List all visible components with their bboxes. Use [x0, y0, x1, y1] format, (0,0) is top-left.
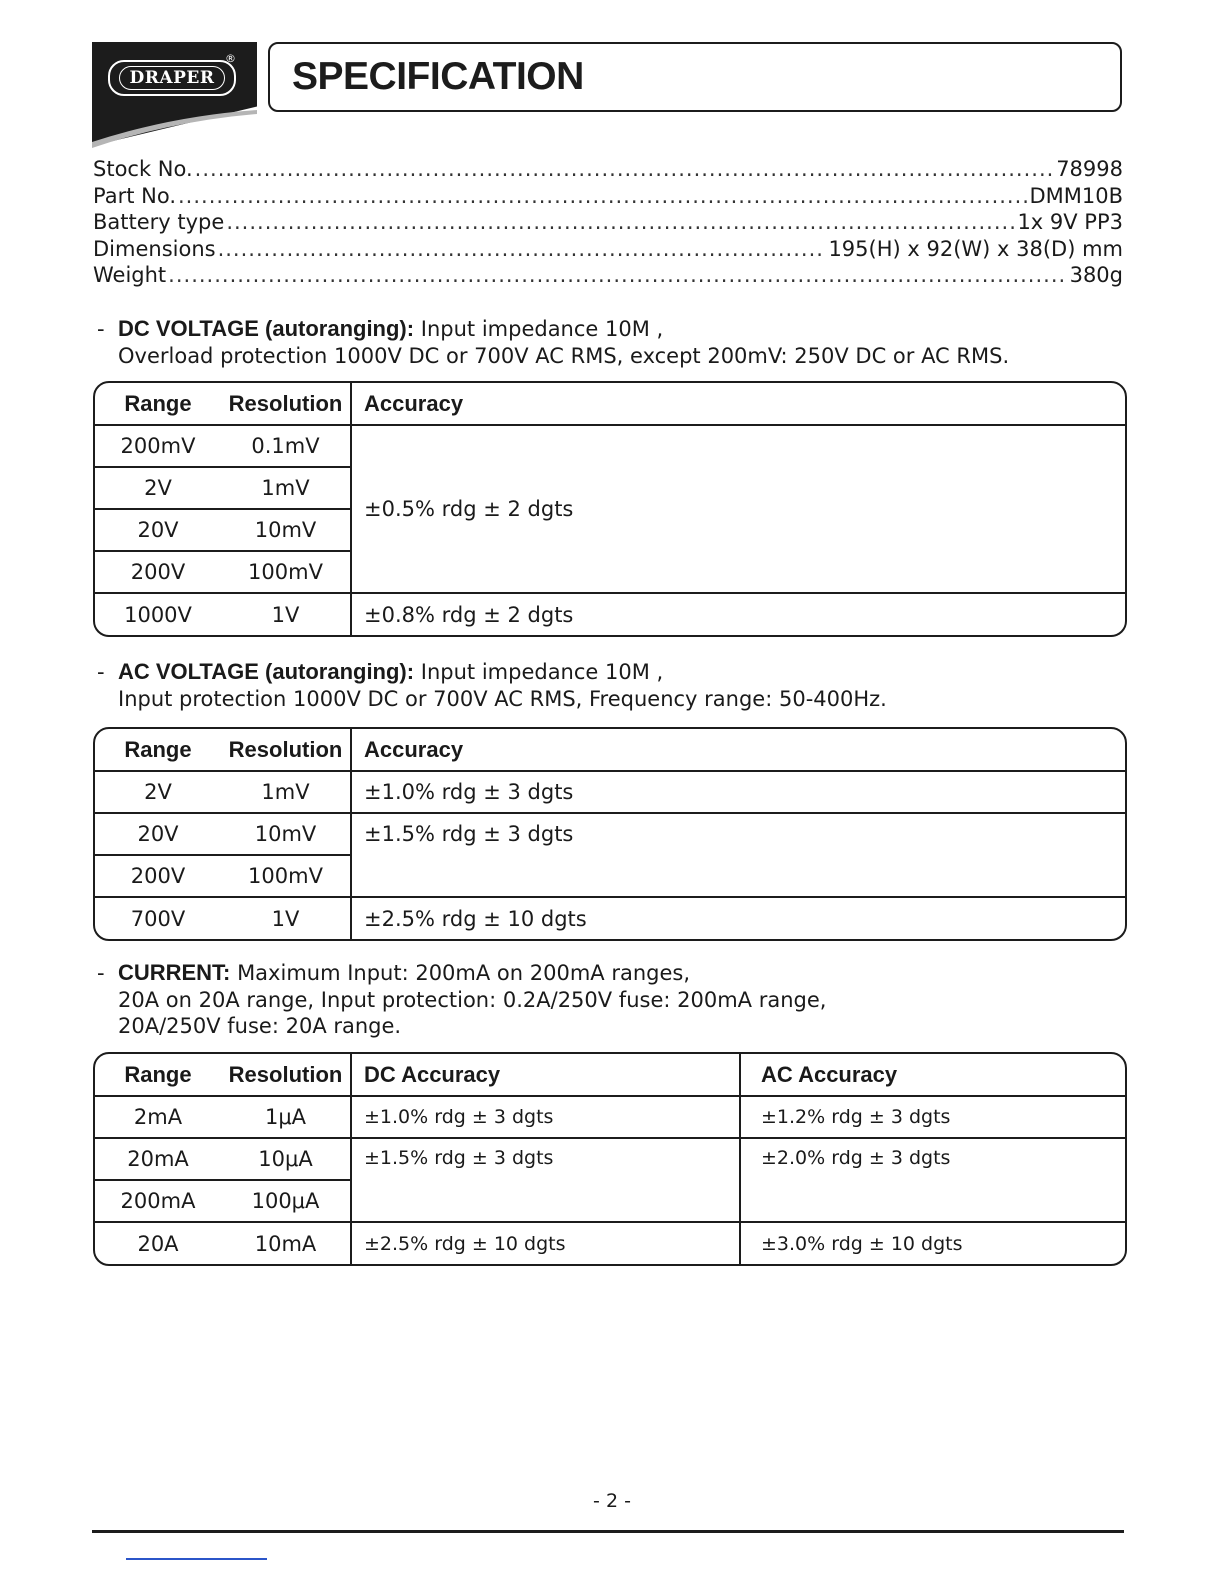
ac-accuracy-cell: ±3.0% rdg ± 10 dgts: [761, 1232, 963, 1255]
column-header: Resolution: [221, 729, 351, 771]
leader-dots: [226, 209, 1015, 236]
column-header: Resolution: [221, 383, 351, 425]
ac-voltage-table: [93, 727, 1127, 941]
section-text: Input impedance 10M ,: [414, 660, 664, 684]
current-intro: [97, 960, 826, 1040]
column-header: Resolution: [221, 1054, 351, 1096]
table-row: [95, 1096, 1125, 1138]
column-header: Range: [95, 383, 221, 425]
dc-voltage-intro: [97, 316, 1009, 369]
section-text: Maximum Input: 200mA on 200mA ranges,: [230, 961, 691, 985]
resolution-cell: 10mA: [221, 1222, 351, 1264]
range-cell: 20mA: [95, 1138, 221, 1180]
dc-accuracy-cell: ±2.5% rdg ± 10 dgts: [351, 1222, 740, 1264]
resolution-cell: 1V: [221, 897, 351, 939]
leader-dots: [168, 262, 1067, 289]
spec-label: Dimensions: [93, 236, 216, 261]
section-text: Overload protection 1000V DC or 700V AC RMS, except 200mV: 250V DC or AC RMS.: [118, 343, 1010, 368]
spec-list: [93, 156, 1123, 289]
spec-label: Battery type: [93, 210, 225, 234]
link-underline[interactable]: [126, 1558, 267, 1560]
column-header: Range: [95, 729, 221, 771]
range-cell: 20V: [95, 813, 221, 855]
table-row: [95, 813, 1125, 855]
range-cell: 200V: [95, 855, 221, 897]
leader-dots: [218, 236, 827, 263]
current-table: [93, 1052, 1127, 1266]
dc-accuracy-cell: ±1.5% rdg ± 3 dgts: [351, 1138, 740, 1222]
column-header: DC Accuracy: [351, 1054, 740, 1096]
resolution-cell: 10μA: [221, 1138, 351, 1180]
ac-accuracy-cell: ±1.2% rdg ± 3 dgts: [740, 1096, 1125, 1138]
range-cell: 200mV: [95, 425, 221, 467]
section-heading: CURRENT:: [117, 960, 231, 985]
range-cell: 1000V: [124, 602, 192, 627]
resolution-cell: 0.1mV: [221, 425, 351, 467]
section-text: 20A on 20A range, Input protection: 0.2A/250V fuse: 200mA range,: [118, 987, 827, 1012]
spec-value: 195(H) x 92(W) x 38(D) mm: [828, 236, 1123, 261]
registered-mark: ®: [225, 52, 236, 65]
section-text: Input impedance 10M ,: [414, 317, 664, 341]
brand-logo: [108, 60, 236, 96]
range-cell: 2V: [95, 467, 221, 509]
resolution-cell: 100mV: [221, 855, 351, 897]
spec-row-battery: [93, 209, 1123, 236]
range-cell: 2mA: [95, 1096, 221, 1138]
table-row: [95, 771, 1125, 813]
column-header: AC Accuracy: [740, 1054, 1125, 1096]
range-cell: 200V: [95, 551, 221, 593]
ac-voltage-intro: [97, 659, 887, 712]
footer-divider: [92, 1530, 1124, 1533]
spec-row-stock: [93, 156, 1123, 183]
resolution-cell: 10mV: [221, 509, 351, 551]
resolution-cell: 1V: [221, 593, 351, 635]
spec-value: DMM10B: [1029, 183, 1123, 208]
range-cell: 20V: [95, 509, 221, 551]
accuracy-cell: ±2.5% rdg ± 10 dgts: [364, 906, 587, 931]
page-title: SPECIFICATION: [292, 55, 584, 98]
range-cell: 700V: [130, 906, 186, 931]
brand-name: DRAPER: [119, 66, 226, 90]
spec-value: 1x 9V PP3: [1017, 210, 1123, 234]
bullet-dash: -: [97, 317, 105, 341]
resolution-cell: 100μA: [221, 1180, 351, 1222]
table-row: [95, 1222, 1125, 1264]
spec-row-weight: [93, 262, 1123, 289]
range-cell: 20A: [137, 1231, 179, 1256]
spec-label: Weight: [93, 263, 167, 287]
accuracy-cell: ±0.5% rdg ± 2 dgts: [351, 425, 1125, 593]
bullet-dash: -: [97, 961, 105, 985]
spec-value: 78998: [1056, 157, 1123, 181]
page-title-box: [268, 42, 1122, 112]
accuracy-cell: ±1.0% rdg ± 3 dgts: [351, 771, 1125, 813]
resolution-cell: 1mV: [221, 771, 351, 813]
section-text: 20A/250V fuse: 20A range.: [118, 1014, 402, 1038]
range-cell: 200mA: [95, 1180, 221, 1222]
spec-row-part: [93, 183, 1123, 210]
table-row: [95, 897, 1125, 939]
bullet-dash: -: [97, 660, 105, 684]
accuracy-cell: ±1.5% rdg ± 3 dgts: [351, 813, 1125, 897]
spec-label: Part No.: [93, 183, 176, 208]
dc-voltage-table: [93, 381, 1127, 637]
table-row: [95, 593, 1125, 635]
ac-accuracy-cell: ±2.0% rdg ± 3 dgts: [740, 1138, 1125, 1222]
section-text: Input protection 1000V DC or 700V AC RMS, Frequency range: 50-400Hz.: [118, 686, 887, 711]
resolution-cell: 10mV: [221, 813, 351, 855]
table-row: [95, 425, 1125, 467]
dc-accuracy-cell: ±1.0% rdg ± 3 dgts: [351, 1096, 740, 1138]
column-header: Range: [95, 1054, 221, 1096]
column-header: Accuracy: [351, 383, 1125, 425]
resolution-cell: 1μA: [221, 1096, 351, 1138]
accuracy-cell: ±0.8% rdg ± 2 dgts: [364, 602, 574, 627]
spec-row-dimensions: [93, 236, 1123, 263]
spec-label: Stock No.: [93, 157, 193, 181]
resolution-cell: 1mV: [221, 467, 351, 509]
column-header: Accuracy: [351, 729, 1125, 771]
spec-value: 380g: [1069, 263, 1123, 287]
range-cell: 2V: [95, 771, 221, 813]
leader-dots: [195, 156, 1055, 183]
logo-swoosh: [92, 104, 257, 149]
resolution-cell: 100mV: [221, 551, 351, 593]
section-heading: AC VOLTAGE (autoranging):: [117, 659, 415, 684]
page-number: - 2 -: [593, 1490, 631, 1512]
table-row: [95, 1138, 1125, 1180]
leader-dots: [178, 183, 1027, 210]
section-heading: DC VOLTAGE (autoranging):: [117, 316, 415, 341]
